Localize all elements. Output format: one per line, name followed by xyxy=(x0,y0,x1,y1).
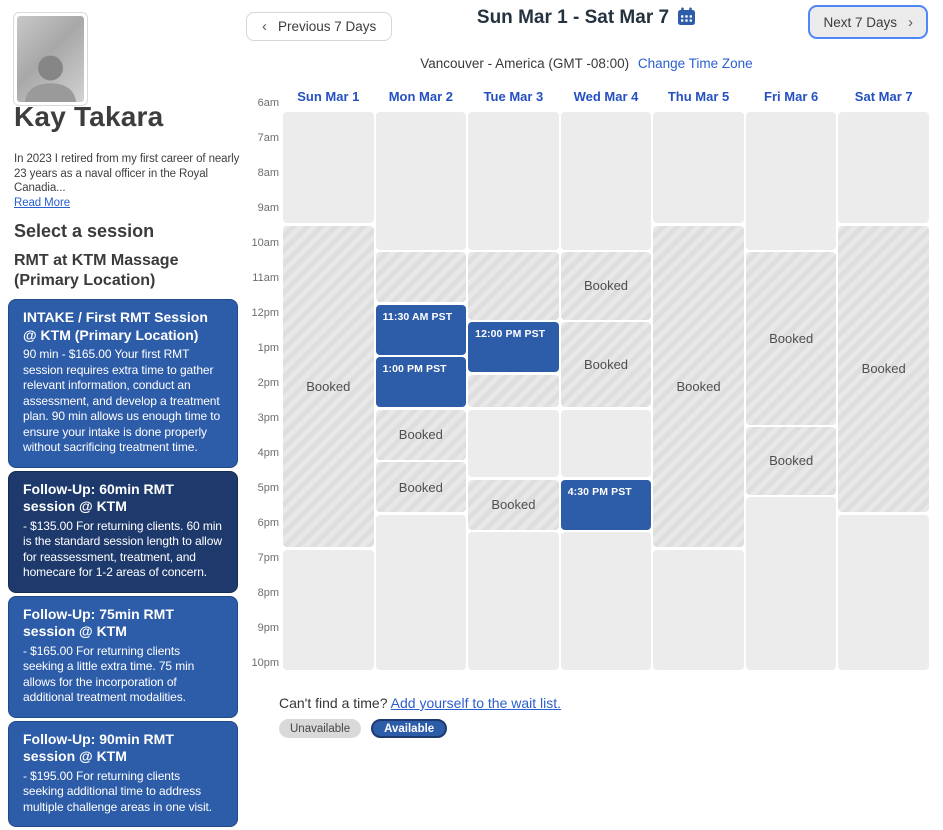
slot-time-label: 4:30 PM PST xyxy=(567,485,632,498)
time-label: 4pm xyxy=(257,447,279,459)
session-card-90min[interactable] xyxy=(8,721,238,828)
previous-7-days-label: Previous 7 Days xyxy=(278,19,377,34)
time-slot-closed xyxy=(283,550,374,670)
change-timezone-link[interactable]: Change Time Zone xyxy=(637,56,753,71)
time-slot-available[interactable] xyxy=(376,305,467,355)
day-header: Fri Mar 6 xyxy=(764,89,819,104)
booked-label: Booked xyxy=(398,479,443,495)
practitioner-name: Kay Takara xyxy=(14,101,164,132)
chevron-left-icon: ‹ xyxy=(262,18,267,35)
time-slot-closed xyxy=(561,112,652,250)
time-label: 8pm xyxy=(257,587,279,599)
time-slot-closed xyxy=(561,532,652,670)
time-slot-closed xyxy=(468,112,559,250)
time-slot-booked xyxy=(283,226,374,547)
day-header: Wed Mar 4 xyxy=(573,89,639,104)
session-description: - $165.00 For returning clients seeking a little extra time. 75 min allows for the incorporation of additional treatment modalities. xyxy=(23,643,195,704)
time-slot-booked xyxy=(746,427,837,495)
time-slot-closed xyxy=(746,112,837,250)
calendar-icon[interactable] xyxy=(677,7,696,32)
booked-label: Booked xyxy=(676,378,721,394)
day-column xyxy=(283,111,374,671)
session-card-75min[interactable] xyxy=(8,596,238,718)
time-label: 6pm xyxy=(257,517,279,529)
time-slot-closed xyxy=(468,410,559,478)
time-slot-unavailable xyxy=(376,252,467,302)
time-slot-booked xyxy=(653,226,744,547)
chevron-right-icon: › xyxy=(908,13,913,31)
slot-time-label: 11:30 AM PST xyxy=(382,310,453,323)
next-7-days-label: Next 7 Days xyxy=(823,14,897,30)
read-more-link[interactable]: Read More xyxy=(14,196,70,209)
time-slot-booked xyxy=(376,410,467,460)
day-header: Mon Mar 2 xyxy=(388,89,453,104)
session-list xyxy=(8,299,238,830)
booked-label: Booked xyxy=(491,497,536,512)
calendar-grid xyxy=(283,111,929,671)
time-slot-booked xyxy=(376,462,467,512)
time-slot-booked xyxy=(561,322,652,407)
slot-time-label: 1:00 PM PST xyxy=(382,363,447,375)
session-title: Follow-Up: 60min RMT session @ KTM xyxy=(23,480,174,514)
slot-time-label: 12:00 PM PST xyxy=(475,328,546,340)
time-label: 7pm xyxy=(257,552,279,564)
time-slot-unavailable xyxy=(468,252,559,320)
session-card-intake[interactable] xyxy=(8,299,238,468)
day-header: Thu Mar 5 xyxy=(667,89,730,104)
day-column xyxy=(468,111,559,671)
time-label: 9pm xyxy=(257,622,279,634)
day-header-row xyxy=(283,89,929,104)
time-slot-available[interactable] xyxy=(561,480,652,530)
time-slot-booked xyxy=(468,480,559,530)
booked-label: Booked xyxy=(583,278,629,294)
session-title: Follow-Up: 75min RMT session @ KTM xyxy=(23,605,174,639)
time-label: 6am xyxy=(257,97,279,109)
time-slot-available[interactable] xyxy=(376,357,467,407)
time-slot-closed xyxy=(376,515,467,670)
time-slot-closed xyxy=(561,410,652,478)
session-description: 90 min - $165.00 Your first RMT session requires extra time to gather relevant information, conduct an assessment, and develop a treatment plan. 90 min allows us enough time to ensure your intake is done properly without sacrificing treatment time. xyxy=(23,347,221,454)
time-label: 10pm xyxy=(251,657,279,669)
legend-chip-unavailable: Unavailable xyxy=(279,719,361,738)
time-label: 9am xyxy=(257,202,279,214)
portrait-silhouette xyxy=(17,47,84,102)
session-group-title: RMT at KTM Massage (Primary Location) xyxy=(14,252,179,289)
date-range-title: Sun Mar 1 - Sat Mar 7 xyxy=(245,7,928,32)
time-slot-closed xyxy=(653,112,744,223)
waitlist-row xyxy=(279,695,561,711)
time-label: 5pm xyxy=(257,482,279,494)
day-column xyxy=(653,111,744,671)
session-card-60min[interactable] xyxy=(8,471,238,593)
time-label: 3pm xyxy=(257,412,279,424)
session-title: Follow-Up: 90min RMT session @ KTM xyxy=(23,730,174,764)
time-label: 7am xyxy=(257,132,279,144)
time-slot-closed xyxy=(746,497,837,670)
time-label: 11am xyxy=(252,272,279,284)
time-label: 1pm xyxy=(257,342,279,354)
time-slot-unavailable xyxy=(468,375,559,408)
day-column xyxy=(561,111,652,671)
practitioner-photo xyxy=(13,12,88,106)
timezone-text: Vancouver - America (GMT -08:00) xyxy=(420,56,630,71)
day-column xyxy=(838,111,929,671)
timezone-line xyxy=(245,56,928,71)
time-label: 8am xyxy=(257,167,279,179)
day-header: Sat Mar 7 xyxy=(854,89,913,104)
day-header: Sun Mar 1 xyxy=(297,89,360,104)
time-slot-closed xyxy=(653,550,744,670)
time-slot-closed xyxy=(376,112,467,250)
day-column xyxy=(376,111,467,671)
time-slot-closed xyxy=(468,532,559,670)
booked-label: Booked xyxy=(769,453,814,469)
time-slot-booked xyxy=(746,252,837,425)
next-7-days-button[interactable] xyxy=(808,5,928,39)
session-title: INTAKE / First RMT Session @ KTM (Primary Location) xyxy=(23,309,208,343)
booked-label: Booked xyxy=(398,427,443,442)
time-slot-closed xyxy=(838,515,929,670)
session-description: - $135.00 For returning clients. 60 min is the standard session length to allow for reassessment, treatment, and homecare for 1-2 areas of concern. xyxy=(23,518,222,579)
time-slot-closed xyxy=(283,112,374,223)
booked-label: Booked xyxy=(769,330,814,346)
select-session-heading: Select a session xyxy=(14,221,155,241)
day-column xyxy=(746,111,837,671)
waitlist-link[interactable]: Add yourself to the wait list. xyxy=(390,695,562,711)
legend-chip-available: Available xyxy=(371,719,447,738)
booked-label: Booked xyxy=(861,361,906,377)
waitlist-prompt: Can't find a time? xyxy=(279,695,388,711)
day-header: Tue Mar 3 xyxy=(483,89,544,104)
time-slot-booked xyxy=(838,226,929,512)
booked-label: Booked xyxy=(306,378,351,394)
session-description: - $195.00 For returning clients seeking additional time to address multiple challenge areas in one visit. xyxy=(23,768,212,814)
time-slot-booked xyxy=(561,252,652,320)
booked-label: Booked xyxy=(583,357,629,372)
time-slot-closed xyxy=(838,112,929,223)
legend xyxy=(279,719,447,738)
time-label: 2pm xyxy=(257,377,279,389)
time-axis xyxy=(233,97,279,671)
time-label: 10am xyxy=(251,237,279,249)
practitioner-bio xyxy=(14,152,242,210)
time-slot-available[interactable] xyxy=(468,322,559,372)
time-label: 12pm xyxy=(251,307,279,319)
bio-text: In 2023 I retired from my first career of nearly 23 years as a naval officer in the Royal Canadia... xyxy=(14,153,240,194)
